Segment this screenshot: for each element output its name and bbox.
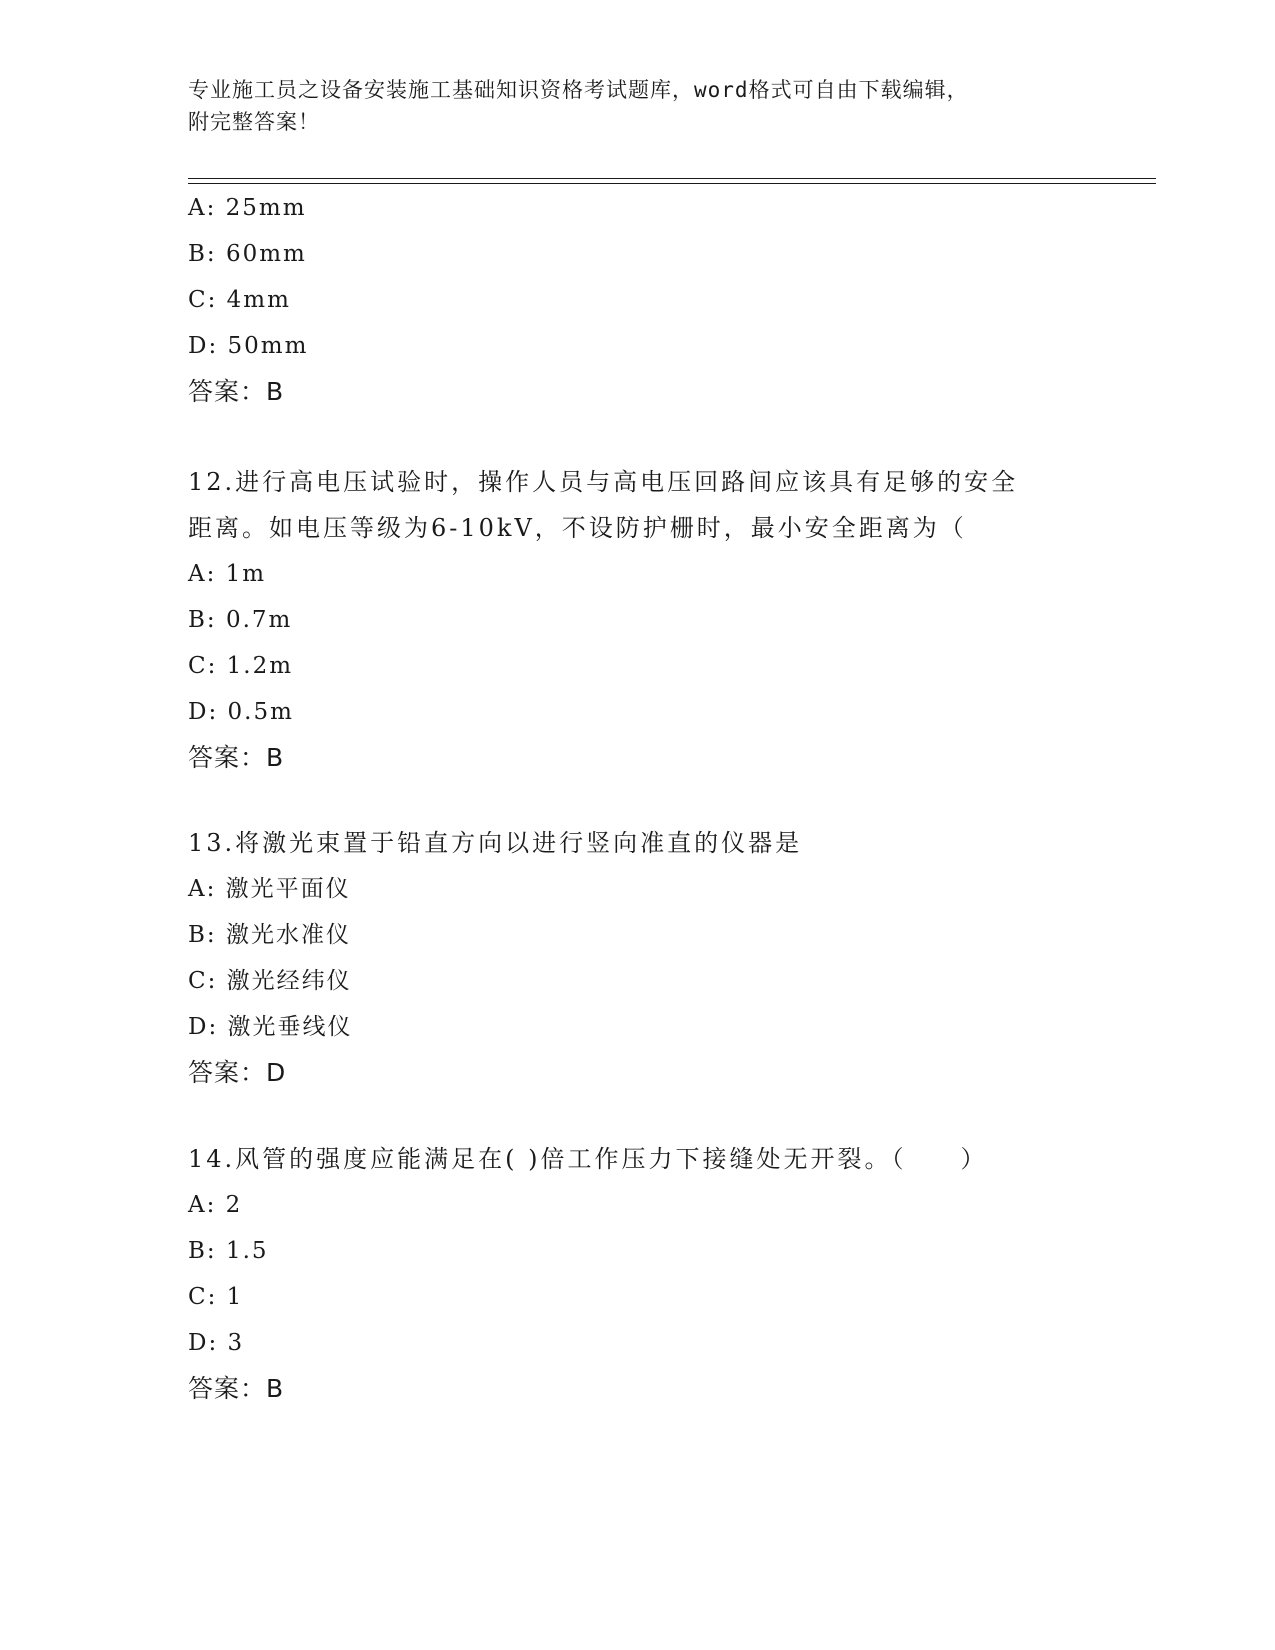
header-divider-bottom bbox=[188, 183, 1156, 184]
option-d: D: 50mm bbox=[188, 333, 309, 359]
option-b: B: 激光水准仪 bbox=[188, 922, 351, 948]
option-a: A: 2 bbox=[188, 1192, 243, 1218]
answer: 答案：B bbox=[188, 743, 285, 772]
question-stem-line-2: 距离。如电压等级为6-10kV，不设防护栅时，最小安全距离为（ bbox=[188, 514, 967, 542]
option-c: C: 4mm bbox=[188, 287, 291, 313]
option-b: B: 1.5 bbox=[188, 1238, 269, 1264]
option-c: C: 1.2m bbox=[188, 653, 294, 679]
document-header bbox=[188, 74, 1068, 138]
option-d: D: 0.5m bbox=[188, 699, 294, 725]
option-a: A: 25mm bbox=[188, 195, 307, 221]
header-line-1: 专业施工员之设备安装施工基础知识资格考试题库，word格式可自由下载编辑， bbox=[188, 78, 969, 102]
question-stem: 14.风管的强度应能满足在( )倍工作压力下接缝处无开裂。（ ） bbox=[188, 1145, 988, 1173]
answer: 答案：D bbox=[188, 1058, 287, 1087]
option-d: D: 激光垂线仪 bbox=[188, 1014, 353, 1040]
question-11 bbox=[188, 185, 1088, 415]
option-b: B: 60mm bbox=[188, 241, 307, 267]
option-a: A: 1m bbox=[188, 561, 267, 587]
header-line-2: 附完整答案！ bbox=[188, 110, 320, 134]
question-13 bbox=[188, 820, 1088, 1096]
option-c: C: 1 bbox=[188, 1284, 244, 1310]
option-b: B: 0.7m bbox=[188, 607, 293, 633]
option-d: D: 3 bbox=[188, 1330, 245, 1356]
answer: 答案：B bbox=[188, 377, 285, 406]
option-a: A: 激光平面仪 bbox=[188, 876, 351, 902]
answer: 答案：B bbox=[188, 1374, 285, 1403]
question-12 bbox=[188, 459, 1088, 781]
header-divider-top bbox=[188, 178, 1156, 179]
question-stem-line-1: 12.进行高电压试验时，操作人员与高电压回路间应该具有足够的安全 bbox=[188, 468, 1019, 496]
question-stem: 13.将激光束置于铅直方向以进行竖向准直的仪器是 bbox=[188, 829, 803, 857]
option-c: C: 激光经纬仪 bbox=[188, 968, 352, 994]
question-14 bbox=[188, 1136, 1088, 1412]
